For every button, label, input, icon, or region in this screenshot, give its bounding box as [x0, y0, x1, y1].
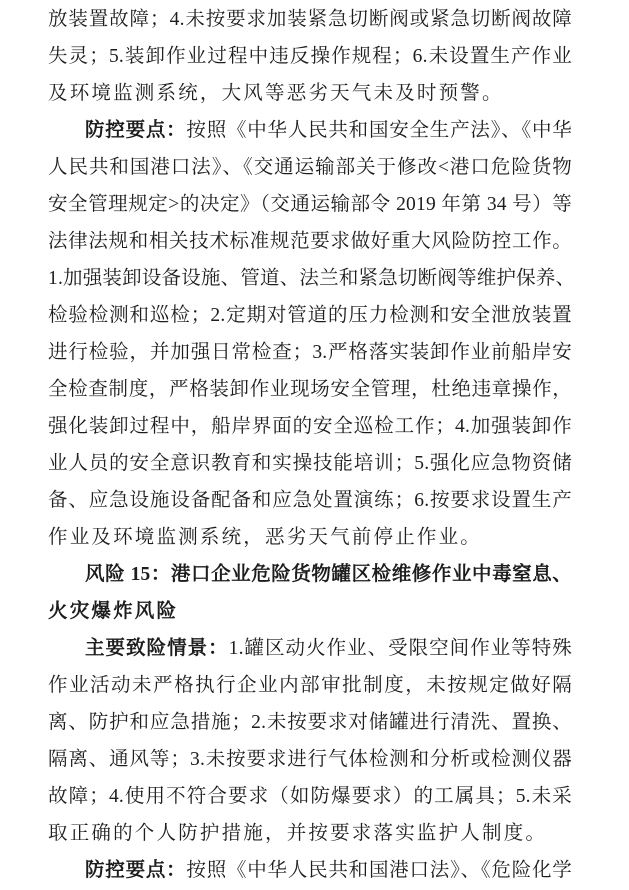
text-run: 1.加强装卸设备设施、管道、法兰和紧急切断阀等维护保养、: [48, 268, 576, 289]
text-run: 1.罐区动火作业、受限空间作业等特殊: [228, 638, 572, 659]
text-line: [48, 334, 572, 371]
text-line: [48, 556, 572, 593]
text-run: 取正确的个人防护措施，并按要求落实监护人制度。: [48, 823, 548, 844]
text-run: 按照《中华人民共和国港口法》、《危险化学: [186, 860, 572, 881]
text-line: [48, 445, 572, 482]
text-line: [48, 186, 572, 223]
text-run: 安全管理规定>的决定》（交通运输部令 2019 年第 34 号）等: [48, 194, 572, 215]
text-run: 作业活动未严格执行企业内部审批制度，未按规定做好隔: [48, 675, 572, 696]
text-run: 及环境监测系统，大风等恶劣天气未及时预警。: [48, 83, 504, 104]
bold-heading-run: 防控要点：: [85, 860, 187, 881]
text-line: [48, 371, 572, 408]
text-line: [48, 75, 572, 112]
text-line: [48, 260, 576, 297]
text-line: [48, 630, 572, 667]
text-run: 强化装卸过程中，船岸界面的安全巡检工作；4.加强装卸作: [48, 416, 572, 437]
text-line: [48, 741, 572, 778]
text-run: 离、防护和应急措施；2.未按要求对储罐进行清洗、置换、: [48, 712, 572, 733]
text-run: 检验检测和巡检；2.定期对管道的压力检测和安全泄放装置: [48, 305, 572, 326]
bold-heading-run: 主要致险情景：: [85, 638, 229, 659]
text-run: 全检查制度，严格装卸作业现场安全管理，杜绝违章操作，: [48, 379, 572, 400]
text-line: [48, 778, 572, 815]
text-run: 备、应急设施设备配备和应急处置演练；6.按要求设置生产: [48, 490, 572, 511]
text-line: [48, 223, 572, 260]
text-run: 放装置故障；4.未按要求加装紧急切断阀或紧急切断阀故障: [48, 9, 572, 30]
text-line: [48, 815, 572, 852]
text-line: [48, 667, 572, 704]
text-line: [48, 297, 572, 334]
bold-heading-run: 风险 15：港口企业危险货物罐区检维修作业中毒窒息、: [85, 564, 572, 585]
text-run: 失灵；5.装卸作业过程中违反操作规程；6.未设置生产作业: [48, 46, 572, 67]
text-line: [48, 519, 572, 556]
text-line: [48, 593, 572, 630]
text-line: [48, 149, 572, 186]
text-run: 人民共和国港口法》、《交通运输部关于修改<港口危险货物: [48, 157, 572, 178]
text-line: [48, 852, 572, 889]
text-run: 按照《中华人民共和国安全生产法》、《中华: [186, 120, 572, 141]
text-line: [48, 482, 572, 519]
text-line: [48, 408, 572, 445]
text-run: 作业及环境监测系统，恶劣天气前停止作业。: [48, 527, 483, 548]
text-line: [48, 112, 572, 149]
text-line: [48, 704, 572, 741]
text-run: 进行检验，并加强日常检查；3.严格落实装卸作业前船岸安: [48, 342, 572, 363]
text-run: 法律法规和相关技术标准规范要求做好重大风险防控工作。: [48, 231, 572, 252]
text-line: [48, 1, 572, 38]
text-run: 业人员的安全意识教育和实操技能培训；5.强化应急物资储: [48, 453, 572, 474]
bold-heading-run: 防控要点：: [85, 120, 187, 141]
text-run: 故障；4.使用不符合要求（如防爆要求）的工属具；5.未采: [48, 786, 572, 807]
text-run: 隔离、通风等；3.未按要求进行气体检测和分析或检测仪器: [48, 749, 572, 770]
bold-heading-run: 火灾爆炸风险: [48, 601, 179, 622]
text-line: [48, 38, 572, 75]
